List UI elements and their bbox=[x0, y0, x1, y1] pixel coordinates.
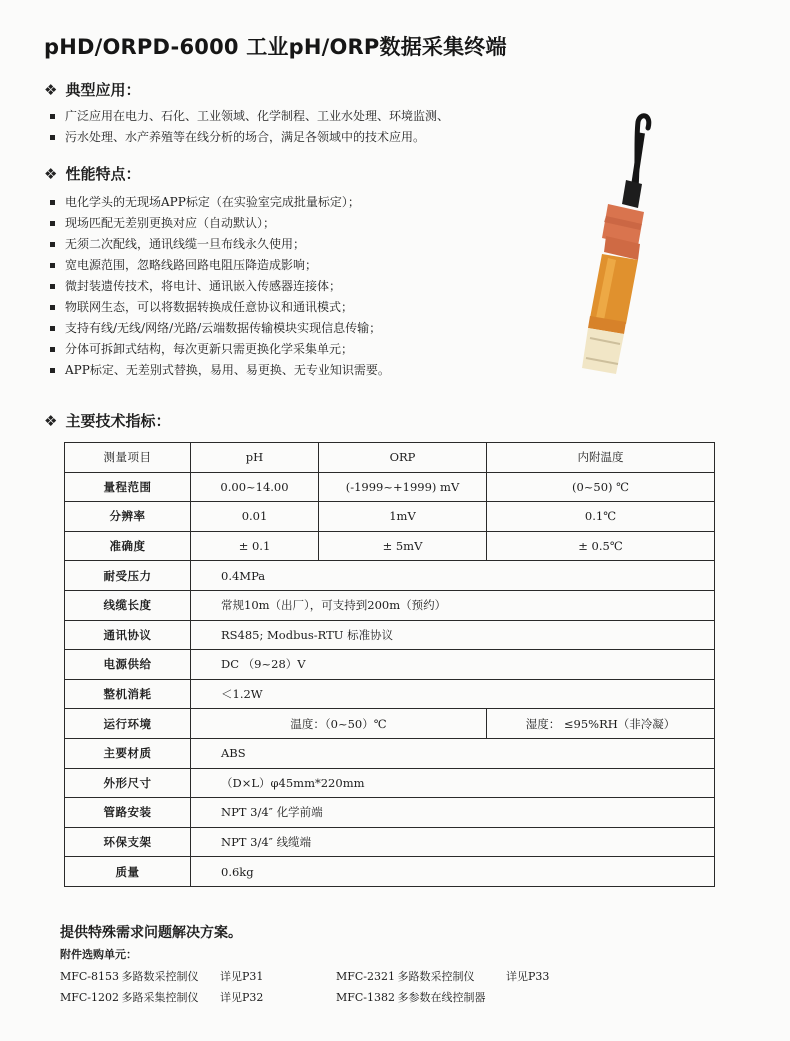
diamond-bullet-icon: ❖ bbox=[44, 411, 58, 430]
features-list bbox=[50, 192, 390, 381]
list-item: 广泛应用在电力、石化、工业领域、化学制程、工业水处理、环境监测、 bbox=[50, 106, 449, 127]
accessory-model: MFC-2321 bbox=[336, 970, 396, 983]
table-cell: ± 0.5℃ bbox=[487, 531, 715, 561]
row-label: 环保支架 bbox=[65, 827, 191, 857]
table-cell: 0.6kg bbox=[191, 857, 715, 887]
table-cell: 0.4MPa bbox=[191, 561, 715, 591]
table-row bbox=[65, 590, 715, 620]
list-item: 微封装遗传技术，将电计、通讯嵌入传感器连接体； bbox=[50, 276, 390, 297]
accessory-name: 多路数采控制仪 bbox=[121, 970, 199, 983]
table-row bbox=[65, 502, 715, 532]
row-label: 外形尺寸 bbox=[65, 768, 191, 798]
list-item-text: 污水处理、水产养殖等在线分析的场合，满足各领域中的技术应用。 bbox=[65, 130, 426, 144]
list-item: 分体可拆卸式结构，每次更新只需更换化学采集单元； bbox=[50, 339, 390, 360]
list-item: APP标定、无差别式替换，易用、易更换、无专业知识需要。 bbox=[50, 360, 390, 381]
table-row bbox=[65, 709, 715, 739]
applications-list bbox=[50, 106, 449, 148]
table-header-cell: ORP bbox=[319, 443, 487, 473]
table-cell: (-1999~+1999) mV bbox=[319, 472, 487, 502]
table-cell: RS485; Modbus-RTU 标准协议 bbox=[191, 620, 715, 650]
table-header-cell: 内附温度 bbox=[487, 443, 715, 473]
accessory-item bbox=[60, 968, 263, 984]
table-cell: 0.1℃ bbox=[487, 502, 715, 532]
table-row bbox=[65, 827, 715, 857]
list-item: 电化学头的无现场APP标定（在实验室完成批量标定）； bbox=[50, 192, 390, 213]
probe-sensor-image bbox=[560, 108, 680, 383]
accessory-model: MFC-1382 bbox=[336, 991, 396, 1004]
table-cell: NPT 3/4″ 化学前端 bbox=[191, 798, 715, 828]
row-label: 质量 bbox=[65, 857, 191, 887]
accessory-item bbox=[336, 989, 486, 1005]
table-row bbox=[65, 561, 715, 591]
row-label: 通讯协议 bbox=[65, 620, 191, 650]
accessory-item bbox=[60, 989, 263, 1005]
table-cell: 湿度： ≤95%RH（非冷凝） bbox=[487, 709, 715, 739]
accessory-name: 多参数在线控制器 bbox=[397, 991, 486, 1004]
specs-heading bbox=[44, 410, 170, 431]
row-label: 运行环境 bbox=[65, 709, 191, 739]
table-cell: 0.01 bbox=[191, 502, 319, 532]
list-item: 无须二次配线，通讯线缆一旦布线永久使用； bbox=[50, 234, 390, 255]
list-item: 宽电源范围，忽略线路回路电阻压降造成影响； bbox=[50, 255, 390, 276]
table-cell: 1mV bbox=[319, 502, 487, 532]
applications-heading bbox=[44, 79, 140, 100]
table-cell: ＜1.2W bbox=[191, 679, 715, 709]
table-cell: ± 5mV bbox=[319, 531, 487, 561]
solutions-note: 提供特殊需求问题解决方案。 bbox=[60, 925, 242, 941]
row-label: 整机消耗 bbox=[65, 679, 191, 709]
table-cell: （D×L）φ45mm*220mm bbox=[191, 768, 715, 798]
table-cell: (0~50) ℃ bbox=[487, 472, 715, 502]
diamond-bullet-icon: ❖ bbox=[44, 164, 58, 183]
table-row bbox=[65, 798, 715, 828]
table-cell: 温度：（0~50）℃ bbox=[191, 709, 487, 739]
list-item-continuation bbox=[50, 127, 449, 148]
table-row bbox=[65, 472, 715, 502]
accessories-heading: 附件选购单元： bbox=[60, 948, 137, 961]
table-row bbox=[65, 738, 715, 768]
row-label: 量程范围 bbox=[65, 472, 191, 502]
accessory-item bbox=[336, 968, 549, 984]
accessory-name: 多路数采控制仪 bbox=[397, 970, 475, 983]
table-cell: 0.00~14.00 bbox=[191, 472, 319, 502]
table-row bbox=[65, 679, 715, 709]
table-row bbox=[65, 620, 715, 650]
specs-heading-text: 主要技术指标： bbox=[65, 412, 171, 430]
table-cell: ABS bbox=[191, 738, 715, 768]
accessory-model: MFC-8153 bbox=[60, 970, 120, 983]
table-row bbox=[65, 531, 715, 561]
row-label: 管路安装 bbox=[65, 798, 191, 828]
row-label: 主要材质 bbox=[65, 738, 191, 768]
row-label: 准确度 bbox=[65, 531, 191, 561]
accessory-ref: 详见P31 bbox=[220, 970, 264, 983]
diamond-bullet-icon: ❖ bbox=[44, 80, 58, 99]
features-heading bbox=[44, 163, 140, 184]
list-item: 现场匹配无差别更换对应（自动默认）； bbox=[50, 213, 390, 234]
table-row bbox=[65, 650, 715, 680]
table-cell: NPT 3/4″ 线缆端 bbox=[191, 827, 715, 857]
row-label: 耐受压力 bbox=[65, 561, 191, 591]
table-header-row bbox=[65, 443, 715, 473]
row-label: 线缆长度 bbox=[65, 590, 191, 620]
applications-heading-text: 典型应用： bbox=[65, 81, 141, 99]
table-header-cell: pH bbox=[191, 443, 319, 473]
features-heading-text: 性能特点： bbox=[65, 165, 141, 183]
table-cell: 常规10m（出厂），可支持到200m（预约） bbox=[191, 590, 715, 620]
accessory-ref: 详见P33 bbox=[506, 970, 550, 983]
accessory-model: MFC-1202 bbox=[60, 991, 120, 1004]
row-label: 电源供给 bbox=[65, 650, 191, 680]
table-cell: ± 0.1 bbox=[191, 531, 319, 561]
table-cell: DC （9~28）V bbox=[191, 650, 715, 680]
table-row bbox=[65, 768, 715, 798]
list-item: 支持有线/无线/网络/光路/云端数据传输模块实现信息传输； bbox=[50, 318, 390, 339]
page-title: pHD/ORPD-6000 工业pH/ORP数据采集终端 bbox=[44, 35, 507, 59]
accessory-ref: 详见P32 bbox=[220, 991, 264, 1004]
specs-table bbox=[64, 442, 715, 887]
list-item: 物联网生态，可以将数据转换成任意协议和通讯模式； bbox=[50, 297, 390, 318]
table-row bbox=[65, 857, 715, 887]
table-header-cell: 测量项目 bbox=[65, 443, 191, 473]
accessory-name: 多路采集控制仪 bbox=[121, 991, 199, 1004]
row-label: 分辨率 bbox=[65, 502, 191, 532]
